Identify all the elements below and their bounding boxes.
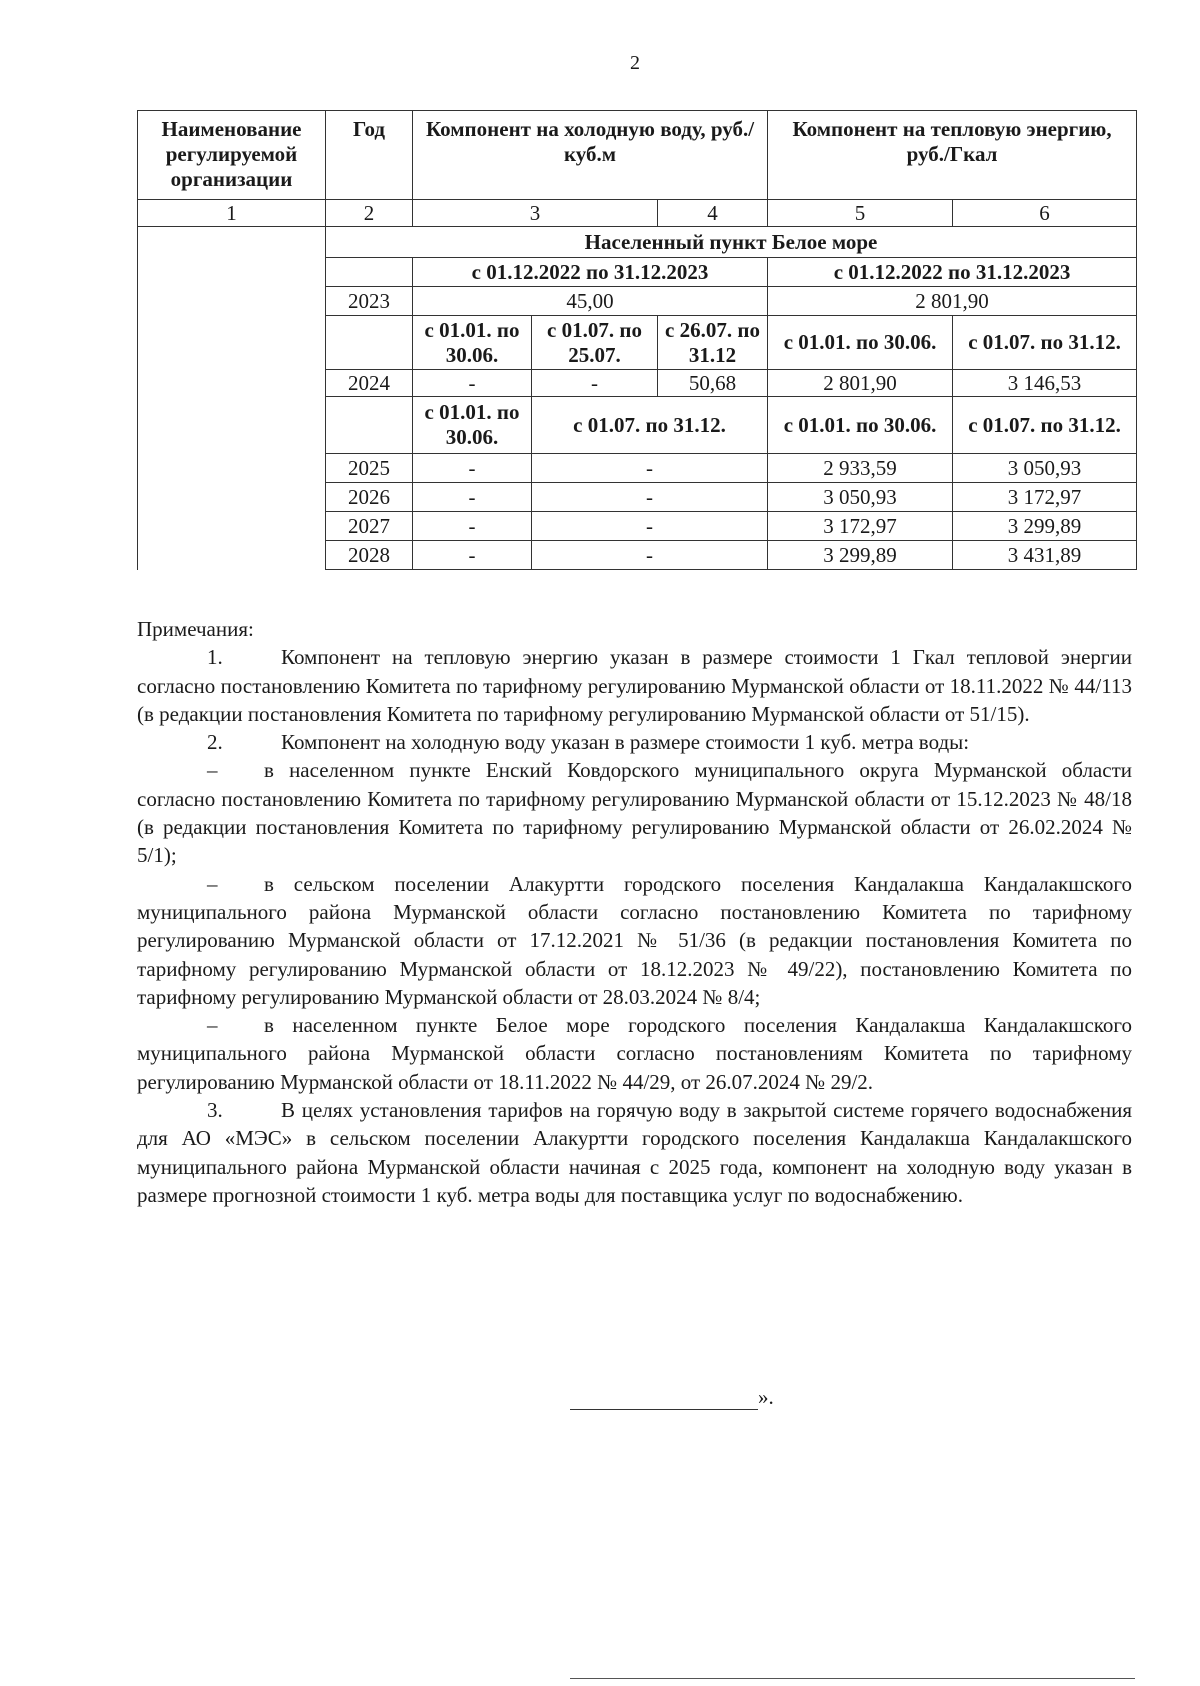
value-cell: - (532, 512, 768, 541)
column-number: 4 (658, 200, 768, 227)
header-year: Год (326, 111, 413, 200)
note-2-item (137, 870, 1132, 1011)
value-cell: - (532, 454, 768, 483)
period-cell: с 01.07. по 25.07. (532, 316, 658, 370)
year-cell (326, 258, 413, 287)
value-cell: 2 933,59 (768, 454, 953, 483)
note-text: в населенном пункте Енский Ковдорского муниципального округа Мурманской области согласно постановлению Комитета по тарифному регулированию Мурманской области от 15.12.2023 № 48/18 (в редакции постановления Комитета по тарифному регулированию Мурманской области от 26.02.2024 № 5/1); (137, 758, 1132, 868)
value-cell: - (413, 454, 532, 483)
note-2-item (137, 756, 1132, 869)
column-number: 1 (138, 200, 326, 227)
header-org-name: Наименование регулируемой организации (138, 111, 326, 200)
dash-marker: – (207, 871, 218, 896)
bottom-rule (570, 1678, 1135, 1679)
value-cell: 3 146,53 (953, 370, 1137, 397)
value-cell: - (413, 541, 532, 570)
period-cell: с 01.01. по 30.06. (768, 316, 953, 370)
year-cell (326, 397, 413, 454)
dash-marker: – (207, 758, 218, 783)
note-number: 3. (207, 1098, 223, 1123)
value-cell: 3 050,93 (768, 483, 953, 512)
note-1 (137, 643, 1132, 728)
value-cell: - (413, 370, 532, 397)
period-cell: с 01.01. по 30.06. (768, 397, 953, 454)
value-cell: 3 299,89 (768, 541, 953, 570)
value-cell: 2 801,90 (768, 287, 1137, 316)
column-number: 5 (768, 200, 953, 227)
period-cell: с 01.07. по 31.12. (953, 316, 1137, 370)
column-number-row (138, 200, 1137, 227)
note-text: Компонент на холодную воду указан в размере стоимости 1 куб. метра воды: (281, 730, 970, 755)
note-text: Компонент на тепловую энергию указан в размере стоимости 1 Гкал тепловой энергии согласно постановлению Комитета по тарифному регулированию Мурманской области от 18.11.2022 № 44/113 (в редакции постановления Комитета по тарифному регулированию Мурманской области от 51/15). (137, 645, 1132, 726)
note-text: В целях установления тарифов на горячую воду в закрытой системе горячего водоснабжения для АО «МЭС» в сельском поселении Алакуртти городского поселения Кандалакша Кандалакшского муниципального района Мурманской области начиная с 2025 года, компонент на холодную воду указан в размере прогнозной стоимости 1 куб. метра воды для поставщика услуг по водоснабжению. (137, 1098, 1132, 1207)
value-cell: - (413, 512, 532, 541)
value-cell: 45,00 (413, 287, 768, 316)
locality-name: Населенный пункт Белое море (326, 227, 1137, 258)
year-cell (326, 316, 413, 370)
column-number: 3 (413, 200, 658, 227)
value-cell: - (532, 541, 768, 570)
period-cell: с 01.12.2022 по 31.12.2023 (768, 258, 1137, 287)
closing-rule (570, 1389, 758, 1410)
note-number: 1. (207, 645, 223, 670)
period-cell: с 01.07. по 31.12. (532, 397, 768, 454)
year-cell: 2028 (326, 541, 413, 570)
notes-section (137, 615, 1132, 1209)
locality-row (138, 227, 1137, 258)
period-cell: с 01.12.2022 по 31.12.2023 (413, 258, 768, 287)
note-text: в сельском поселении Алакуртти городского поселения Кандалакша Кандалакшского муниципального района Мурманской области согласно постановлению Комитета по тарифному регулированию Мурманской области от 17.12.2021 № 51/36 (в редакции постановления Комитета по тарифному регулированию Мурманской области от 18.12.2023 № 49/22), постановлению Комитета по тарифному регулированию Мурманской области от 28.03.2024 № 8/4; (137, 871, 1132, 1009)
value-cell: - (413, 483, 532, 512)
note-number: 2. (207, 730, 223, 755)
column-number: 6 (953, 200, 1137, 227)
note-3 (137, 1096, 1132, 1209)
value-cell: 50,68 (658, 370, 768, 397)
value-cell: - (532, 483, 768, 512)
note-text: в населенном пункте Белое море городского поселения Кандалакша Кандалакшского муниципального района Мурманской области согласно постановлениям Комитета по тарифному регулированию Мурманской области от 18.11.2022 № 44/29, от 26.07.2024 № 29/2. (137, 1013, 1132, 1094)
period-cell: с 26.07. по 31.12 (658, 316, 768, 370)
value-cell: 3 431,89 (953, 541, 1137, 570)
year-cell: 2026 (326, 483, 413, 512)
value-cell: 3 050,93 (953, 454, 1137, 483)
notes-title: Примечания: (137, 617, 254, 641)
note-2-item (137, 1011, 1132, 1096)
closing-quote: ». (758, 1385, 774, 1409)
value-cell: 3 172,97 (953, 483, 1137, 512)
period-cell: с 01.07. по 31.12. (953, 397, 1137, 454)
org-name-cell (138, 227, 326, 570)
period-cell: с 01.01. по 30.06. (413, 397, 532, 454)
value-cell: 3 172,97 (768, 512, 953, 541)
table-header-row (138, 111, 1137, 200)
closing-mark (570, 1385, 774, 1410)
period-cell: с 01.01. по 30.06. (413, 316, 532, 370)
value-cell: - (532, 370, 658, 397)
value-cell: 2 801,90 (768, 370, 953, 397)
year-cell: 2027 (326, 512, 413, 541)
header-heat: Компонент на тепловую энергию, руб./Гкал (768, 111, 1137, 200)
year-cell: 2025 (326, 454, 413, 483)
column-number: 2 (326, 200, 413, 227)
value-cell: 3 299,89 (953, 512, 1137, 541)
note-2 (137, 728, 1132, 756)
dash-marker: – (207, 1013, 218, 1038)
year-cell: 2023 (326, 287, 413, 316)
page-number: 2 (630, 52, 640, 74)
tariff-table (137, 110, 1137, 570)
year-cell: 2024 (326, 370, 413, 397)
header-cold-water: Компонент на холодную воду, руб./куб.м (413, 111, 768, 200)
